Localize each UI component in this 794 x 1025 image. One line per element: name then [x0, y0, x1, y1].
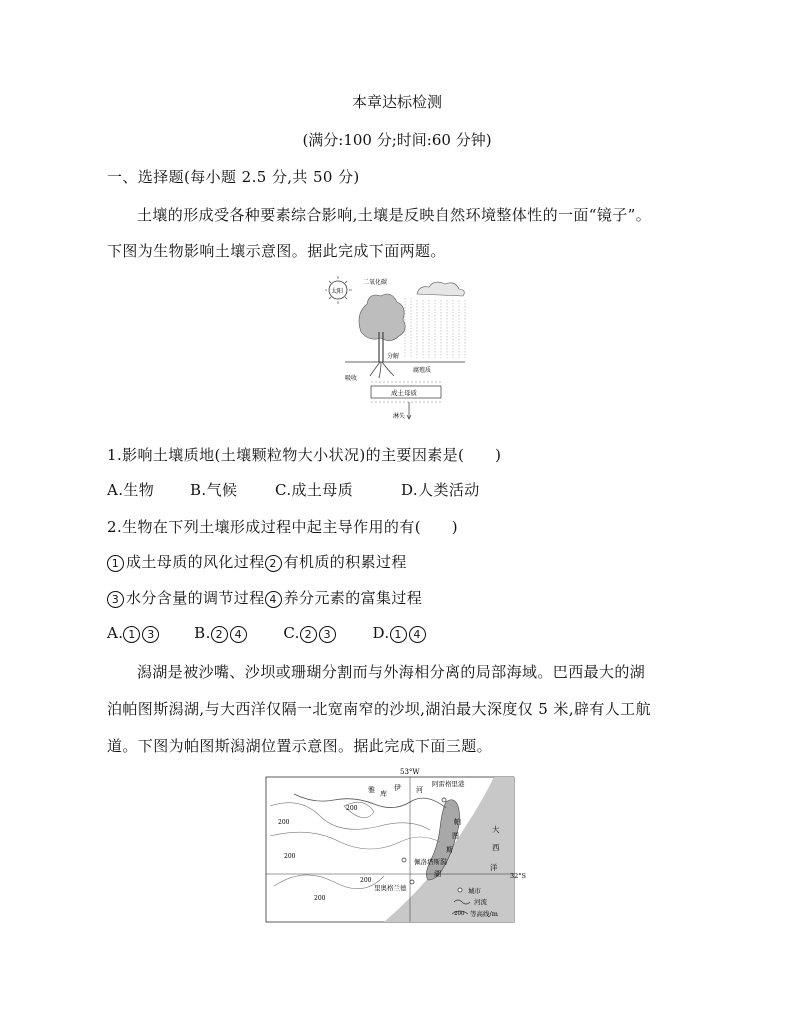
q2-option-a[interactable]: A. 1 3 — [107, 624, 189, 643]
lagoon-name: 潟 — [440, 858, 447, 866]
page-title: 本章达标检测 — [351, 93, 442, 111]
legend-city-icon — [458, 888, 462, 892]
decompose-label: 分解 — [387, 353, 400, 360]
page-subtitle: (满分:100 分;时间:60 分钟) — [302, 131, 492, 149]
lagoon-map — [264, 766, 530, 924]
q1-option-d[interactable]: D.人类活动 — [401, 481, 480, 499]
legend-river: 河流 — [474, 898, 487, 906]
q2-statement-4: 养分元素的富集过程 — [283, 589, 423, 607]
q1-option-a[interactable]: A.生物 — [107, 481, 155, 499]
q2-statement-1: 成土母质的风化过程 — [126, 553, 265, 571]
city-rio-grande: 里奥格兰德 — [374, 884, 407, 892]
q1-stem: 1.影响土壤质地(土壤颗粒物大小状况)的主要因素是( ) — [107, 446, 502, 464]
q2-statements-row1 — [107, 551, 407, 572]
q2-option-d[interactable]: D. 1 4 — [373, 624, 428, 643]
longitude-label: 53°W — [400, 768, 420, 776]
section-heading: 一、选择题(每小题 2.5 分,共 50 分) — [107, 168, 360, 186]
q1-option-b[interactable]: B.气候 — [190, 481, 238, 499]
contour-value: 200 — [284, 853, 296, 860]
ocean-name: 西 — [492, 843, 500, 852]
q2-option-b[interactable]: B. 2 4 — [194, 624, 278, 643]
lagoon-name: 湖 — [434, 870, 441, 878]
q2-statement-2: 有机质的积累过程 — [283, 553, 407, 571]
city-pelotas: 佩洛塔斯 — [414, 858, 440, 866]
contour-value: 200 — [360, 877, 372, 884]
contour-value: 200 — [314, 895, 326, 902]
passage2-line3: 道。下图为帕图斯潟湖位置示意图。据此完成下面三题。 — [107, 737, 493, 755]
lagoon-name: 斯 — [446, 846, 453, 854]
ocean-name: 洋 — [490, 863, 498, 872]
city-marker — [442, 798, 446, 802]
passage2-line1: 潟湖是被沙嘴、沙坝或珊瑚分割而与外海相分离的局部海域。巴西最大的湖 — [137, 663, 646, 681]
passage2-line2: 泊帕图斯潟湖,与大西洋仅隔一北宽南窄的沙坝,湖泊最大深度仅 5 米,辟有人工航 — [107, 700, 651, 718]
circle-number: 3 — [107, 591, 124, 608]
passage1-line1: 土壤的形成受各种要素综合影响,土壤是反映自然环境整体性的一面“镜子”。 — [137, 206, 652, 224]
circle-number: 1 — [107, 555, 124, 572]
river-name: 伊 — [394, 784, 401, 792]
rain-pattern — [405, 298, 465, 358]
legend-contour: 等高线/m — [470, 910, 498, 918]
sun-icon — [325, 276, 352, 304]
contour-value: 200 — [278, 819, 290, 826]
legend-city: 城市 — [468, 887, 481, 895]
city-porto-alegre: 阿雷格里港 — [432, 780, 465, 788]
co2-label: 二氧化碳 — [363, 279, 388, 286]
river-name: 库 — [380, 790, 387, 798]
q2-options — [107, 624, 428, 643]
city-marker — [410, 880, 414, 884]
river-name: 雅 — [368, 786, 375, 794]
sun-label: 太阳 — [331, 288, 344, 295]
q2-statements-row2 — [107, 587, 422, 608]
lagoon-name: 帕 — [454, 818, 461, 826]
humus-label: 腐殖质 — [413, 367, 432, 374]
river-name: 河 — [416, 786, 423, 794]
q1-option-c[interactable]: C.成土母质 — [275, 481, 354, 499]
q2-stem: 2.生物在下列土壤形成过程中起主导作用的有( ) — [107, 518, 459, 536]
contour-value: 200 — [346, 805, 358, 812]
lagoon-name: 图 — [452, 832, 459, 840]
passage1-line2: 下图为生物影响土壤示意图。据此完成下面两题。 — [107, 242, 446, 260]
circle-number: 4 — [265, 591, 282, 608]
parent-material-label: 成土母质 — [391, 389, 417, 397]
latitude-label: 32°S — [510, 872, 526, 880]
tree-icon — [359, 294, 405, 341]
legend-contour-value: 200 — [454, 911, 465, 917]
q2-option-c[interactable]: C. 2 3 — [283, 624, 367, 643]
soil-diagram — [325, 272, 475, 424]
leach-label: 淋失 — [393, 413, 406, 420]
ocean-name: 大 — [492, 825, 500, 834]
cloud-icon — [417, 282, 464, 296]
absorb-label: 吸收 — [345, 375, 358, 382]
q2-statement-3: 水分含量的调节过程 — [126, 589, 265, 607]
city-marker — [402, 858, 406, 862]
circle-number: 2 — [265, 555, 282, 572]
